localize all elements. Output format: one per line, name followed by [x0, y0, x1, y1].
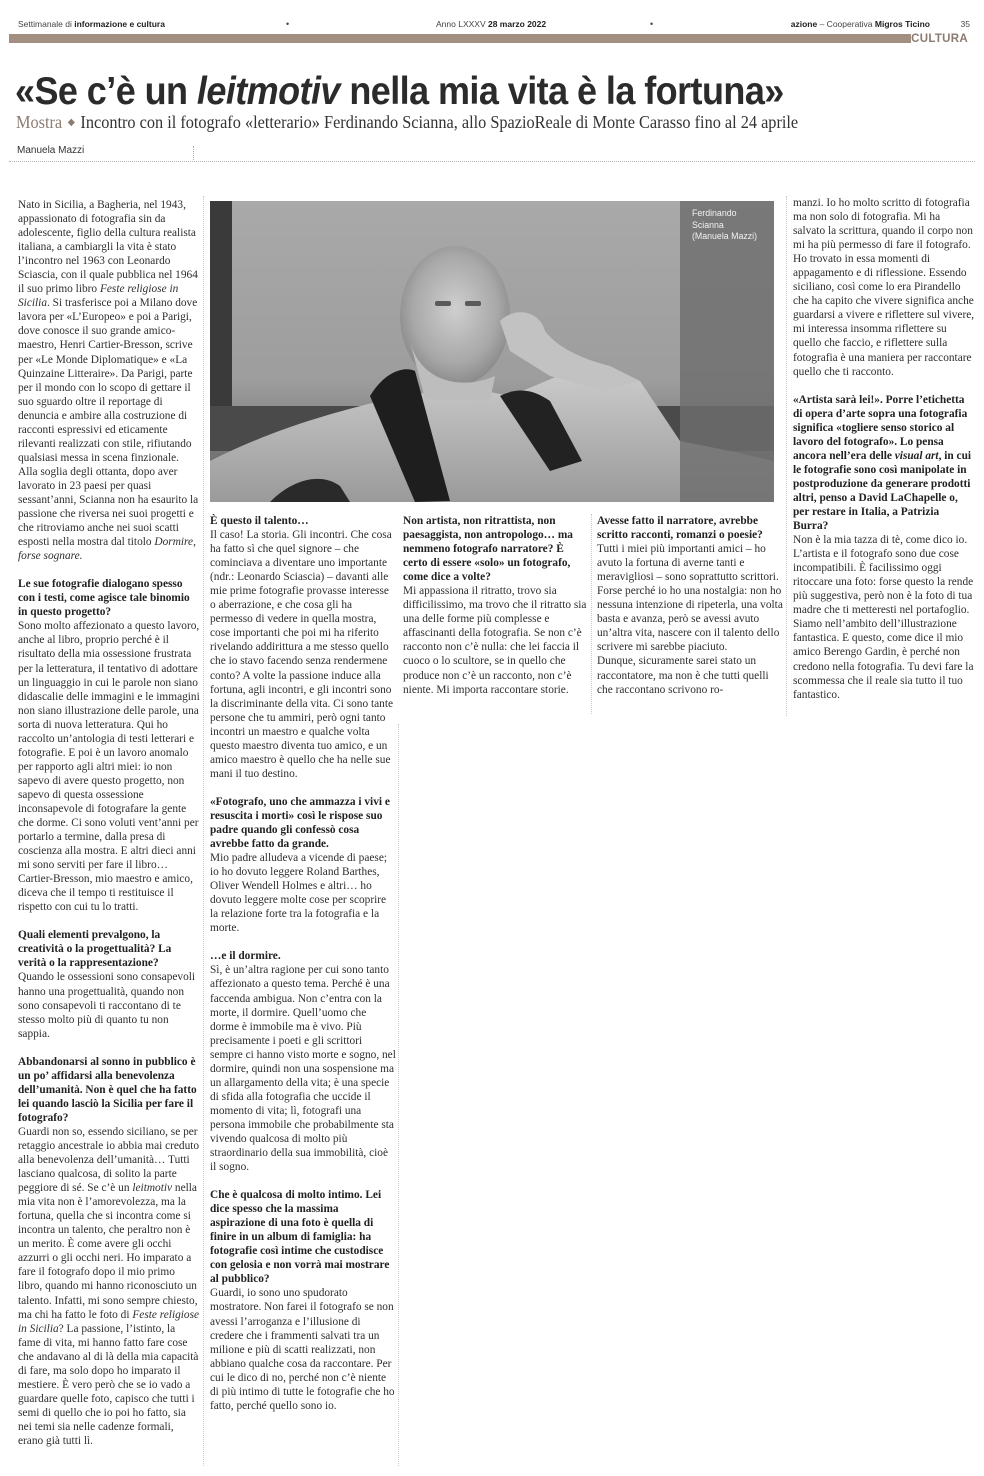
page-number: 35 [960, 19, 970, 29]
interview-answer: manzi. Io ho molto scritto di fotografia ma non solo di fotografia. Mi ha salvato la scrittura, quando il corpo non mi ha più permesso di fare il fotografo. Ho trovato in essa momenti di appagamento e di riflessione. Essendo siciliano, così come lo era Pirandello che ha capito che vivere significa anche guardarsi a vivere e riflettere sul vivere, mi interessa insomma riflettere su quello che faccio, e riflettere sulla fotografia è una maniera per raccontare quello che ti racconto. [793, 197, 975, 378]
interview-question: Abbandonarsi al sonno in pubblico è un po’ affidarsi alla benevolenza dell’umanità. Non è quel che ha fatto lei quando lasciò la Sicilia per fare il fotografo? [18, 1055, 197, 1124]
subheadline-text: Incontro con il fotografo «letterario» Ferdinando Scianna, allo SpazioReale di Monte Carasso fino al 24 aprile [80, 112, 799, 132]
interview-answer: Sì, è un’altra ragione per cui sono tanto affezionato a questo tema. Perché è una faccenda ambigua. Non c’entra con la morte, il dormire. Quell’uomo che dorme è immobile ma è vivo. Più precisamente i poeti e gli scrittori sempre ci hanno visto morte e sogno, nel dormire, quindi non una sospensione ma un allargamento della vita; è una specie di sfida alla fotografia che uccide il momento di vita; lì, fotografi una persona immobile che probabilmente sta vivendo qualcosa di molto più straordinario della sua immobilità, cioè il sogno. [210, 964, 396, 1174]
masthead-issue-date: Anno LXXXV 28 marzo 2022 [436, 19, 547, 29]
article-column-4 [597, 514, 783, 697]
interview-question: Quali elementi prevalgono, la creatività o la progettualità? La verità o la rappresentazione? [18, 929, 172, 970]
caption-line: Ferdinando [692, 208, 737, 218]
article-column-3 [403, 514, 589, 697]
masthead-publisher: azione – Cooperativa Migros Ticino [790, 19, 930, 29]
interview-answer: Quando le ossessioni sono consapevoli hanno una progettualità, quando non sono consapevoli ti raccontano di te stesso molto più di quanto tu non sappia. [18, 971, 196, 1040]
masthead-separator: • [650, 19, 654, 29]
column-divider [203, 196, 204, 1466]
article-column-2 [210, 514, 396, 1413]
interview-answer: Guardi non so, essendo siciliano, se per retaggio ancestrale io abbia mai creduto alla benevolenza dell’umanità… Tutti lasciano qualcosa, di solito la parte peggiore di sé. Se c’è un leitmotiv nella mia vita non è l’amorevolezza, ma la fortuna, quella che si incontra come si incontra un talento, che peraltro non è un merito. È come avere gli occhi azzurri o gli occhi neri. Ho imparato a fare il fotografo dopo il mio primo libro, quando mi hanno riconosciuto un talento. Infatti, mi sono sempre chiesto, ma chi ha fatto le foto di Feste religiose in Sicilia? La passione, l’istinto, la fame di vita, mi hanno fatto fare cose che andavano al di là della mia capacità di fare, ma solo dopo ho imparato il mestiere. È vero però che se io vado a guardare quelle foto, capisco che tutti i semi di quello che io poi ho fatto, sia nei temi sia nelle cadenze formali, erano già tutti lì. [18, 1125, 200, 1447]
interview-answer: Mi appassiona il ritratto, trovo sia difficilissimo, ma trovo che il ritratto sia una delle forme più complesse e affascinanti della fotografia. Se non c’è racconto non c’è nulla: che lei faccia il cuoco o lo scultore, se in quello che produce non c’è un racconto, non c’è niente. Mi importa raccontare storie. [403, 585, 587, 696]
interview-question: …e il dormire. [210, 950, 281, 963]
caption-line: (Manuela Mazzi) [692, 231, 758, 241]
interview-answer: Sono molto affezionato a questo lavoro, anche al libro, proprio perché è il risultato della mia ossessione frustrata per la letteratura, il tentativo di adottare un linguaggio in cui le parole non siano didascalie delle immagini e le immagini non siano illustrazione delle parole, una sorta di nuova letteratura. Qui ho raccolto un’antologia di testi letterari e fotografie. E poi è un lavoro anomalo per rapporto agli altri miei: io non sapevo di avere questo progetto, non sapevo di questa ossessione inconsapevole di fotografare la gente che dorme. Ci sono voluti vent’anni per portarlo a termine, dalla presa di coscienza alla mostra. E altri dieci anni mi sono serviti per fare il libro… Cartier-Bresson, mio maestro e amico, diceva che il tempo ti restituisce il rispetto con cui tu lo tratti. [18, 620, 200, 914]
interview-question: «Fotografo, uno che ammazza i vivi e resuscita i morti» così le rispose suo padre quando gli confessò cosa avrebbe fatto da grande. [210, 795, 390, 851]
interview-question: È questo il talento… [210, 515, 309, 527]
masthead-publication: Settimanale di informazione e cultura [18, 19, 165, 29]
masthead-separator: • [286, 19, 290, 29]
caption-panel [680, 201, 774, 502]
diamond-separator-icon: ◆ [67, 117, 75, 128]
interview-answer: Guardi, io sono uno spudorato mostratore. Non farei il fotografo se non avessi l’arroganza e l’illusione di credere che i frammenti salvati tra un milione e più di scatti realizzati, non abbiano qualche cosa da raccontare. Per cui le dico di no, perché non c’è niente di più intimo di tutte le fotografie che ho fatto, perché quello sono io. [210, 1287, 395, 1412]
subheadline [16, 112, 798, 133]
intro-paragraph: Nato in Sicilia, a Bagheria, nel 1943, appassionato di fotografia sin da adolescente, figlio della cultura realista italiana, a cambiargli la vita è stato l’incontro nel 1963 con Leonardo Sciascia, con il quale pubblica nel 1964 il suo primo libro Feste religiose in Sicilia. Si trasferisce poi a Milano dove lavora per «L’Europeo» e poi a Parigi, dove conosce il suo grande amico-maestro, Henri Cartier-Bresson, scrive per «Le Monde Diplomatique» e «La Quinzaine Litteraire». Da Parigi, parte per il mondo con lo scopo di gettare il suo sguardo oltre il reportage di denuncia e ambire alla costruzione di racconti espressivi ed eticamente rilevanti realizzati con stile, rifiutando qualsiasi messa in scena finzionale. [18, 199, 198, 464]
section-label: CULTURA [911, 33, 968, 45]
photo-caption [692, 208, 772, 243]
interview-answer: Dunque, sicuramente sarei stato un raccontatore, ma non è che tutti quelli che raccontano scrivono ro- [597, 655, 769, 696]
intro-paragraph: Alla soglia degli ottanta, dopo aver lavorato in 23 paesi per quasi sessant’anni, Scianna non ha esaurito la passione che riversa nei suoi progetti e che ritroviamo anche nei suoi scatti esposti nella mostra dal titolo Dormire, forse sognare. [18, 465, 199, 563]
header-rule [9, 161, 975, 162]
interview-question: Avesse fatto il narratore, avrebbe scritto racconti, romanzi o poesie? [597, 515, 763, 542]
interview-question: Non artista, non ritrattista, non paesaggista, non antropologo… ma nemmeno fotografo narratore? È certo di essere «solo» un fotografo, come dice a volte? [403, 515, 573, 584]
interview-answer: Tutti i miei più importanti amici – ho avuto la fortuna di averne tanti e meravigliosi – sono soprattutto scrittori. Forse perché io ho una nostalgia: non ho nessuna intenzione di ripeterla, una volta basta e avanza, però se avessi avuto un’altra vita, nascere con il talento dello scrivere mi sarebbe piaciuto. [597, 543, 783, 654]
interview-answer: Il caso! La storia. Gli incontri. Che cosa ha fatto sì che quel signore – che cominciava a diventare uno importante (ndr.: Leonardo Sciascia) – davanti alle mie prime fotografie provasse interesse o aberrazione, e che cosa gli ha permesso di vedere in quella mostra, cose importanti che poi mi ha riferito rivelando addirittura a me stesso quello che io stavo facendo senza rendermene conto? A volte la passione induce alla fortuna, agli incontri, e gli incontri sono la discriminante della vita. Ci sono tante persone che tu ammiri, però ogni tanto incontri un maestro e qualche volta questo maestro diventa tuo amico, e un amico maestro è quello che ha nelle sue mani il tuo destino. [210, 529, 394, 780]
masthead [18, 19, 970, 33]
column-divider [786, 196, 787, 716]
byline: Manuela Mazzi [17, 145, 85, 156]
article-column-1 [18, 198, 200, 1448]
interview-question: Che è qualcosa di molto intimo. Lei dice spesso che la massima aspirazione di una foto è quella di finire in un album di famiglia: ha fotografie così intime che custodisce con gelosia e non vorrà mai mostrare al pubblico? [210, 1189, 390, 1286]
column-divider [398, 724, 399, 1466]
byline-divider [193, 146, 195, 160]
column-divider [591, 514, 592, 714]
interview-question: «Artista sarà lei!». Porre l’etichetta di opera d’arte sopra una fotografia significa «togliere senso storico al lavoro del fotografo». Lo pensa ancora nell’era delle visual art, in cui le fotografie sono così manipolate in postproduzione da generare prodotti altri, penso a David LaChapelle o, per restare in Italia, a Patrizia Burra? [793, 393, 972, 533]
section-bar [9, 34, 911, 43]
headline: «Se c’è un leitmotiv nella mia vita è la fortuna» [15, 70, 784, 113]
article-column-5 [793, 196, 975, 702]
interview-answer: Mio padre alludeva a vicende di paese; io ho dovuto leggere Roland Barthes, Oliver Wendell Holmes e altri… ho dovuto leggere molte cose per scoprire la relazione forte tra la fotografia e la morte. [210, 852, 388, 935]
interview-answer: Non è la mia tazza di tè, come dico io. L’artista e il fotografo sono due cose incompatibili. È facilissimo oggi ritoccare una foto: forse questo la rende più suggestiva, però non è la foto di tua madre che ti metteresti nel portafoglio. Siamo nell’ambito dell’illustrazione fantastica. E questo, come dice il mio amico Berengo Gardin, è perché non credono nella fotografia. Tu devi fare la scommessa che il reale sia tutto il tuo fantastico. [793, 534, 974, 701]
caption-line: Scianna [692, 219, 724, 230]
interview-question: Le sue fotografie dialogano spesso con i testi, come agisce tale binomio in questo progetto? [18, 578, 190, 619]
kicker: Mostra [16, 112, 63, 132]
